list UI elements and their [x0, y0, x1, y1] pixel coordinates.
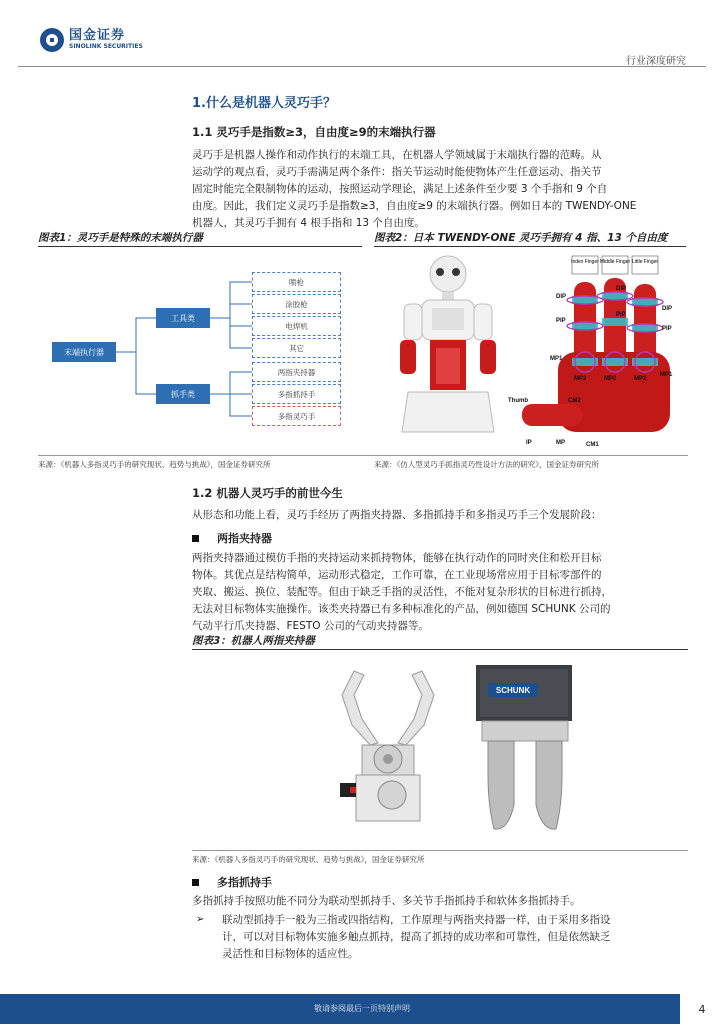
bullet-two-finger-gripper	[192, 530, 272, 546]
schunk-gripper-illustration	[476, 665, 572, 829]
label-thumb: Thumb	[508, 398, 528, 404]
label-mp1-right: MP1	[660, 372, 673, 378]
label-mp: MP	[556, 440, 565, 446]
subsection-1-2-intro: 从形态和功能上看，灵巧手经历了两指夹持器、多指抓持手和多指灵巧手三个发展阶段：	[192, 509, 602, 521]
tree-leaf-welder: 电焊机	[252, 316, 341, 336]
paragraph-line: 运动学的观点看，灵巧手需满足两个条件：指关节运动时能使物体产生任意运动、指关节	[192, 166, 602, 178]
figure-3-rule	[192, 649, 688, 650]
sub-bullet-arrow-icon: ➢	[196, 914, 205, 925]
logo-cn: 国金证券	[69, 28, 126, 43]
figure-3-source: 来源：《机器人多指灵巧手的研究现状、趋势与挑战》，国金证券研究所	[192, 855, 425, 864]
label-mp2-c: MP2	[634, 376, 647, 382]
label-mp2-b: MP2	[604, 376, 617, 382]
paragraph-line: 机器人，其灵巧手拥有 4 根手指和 13 个自由度。	[192, 217, 425, 229]
label-pip-mid: PIP	[616, 312, 626, 318]
paragraph-line: 气动平行爪夹持器、FESTO 公司的气动夹持器等。	[192, 620, 429, 632]
bullet-square-icon	[192, 535, 199, 542]
paragraph-line: 联动型抓持手一般为三指或四指结构，工作原理与两指夹持器一样，由于采用多指设	[222, 914, 611, 926]
label-dip-right: DIP	[662, 306, 673, 312]
figure-2-title: 图表2：日本 TWENDY-ONE 灵巧手拥有 4 指、13 个自由度	[374, 232, 668, 244]
tree-leaf-spray-gun: 喷枪	[252, 272, 341, 292]
figure-1-source: 来源：《机器人多指灵巧手的研究现状、趋势与挑战》，国金证券研究所	[38, 460, 271, 469]
paragraph-line: 夹取、搬运、换位、装配等。但由于缺乏手指的灵活性，不能对复杂形状的目标进行抓持，	[192, 586, 612, 598]
multi-finger-grasper-paragraph: 多指抓持手按照功能不同分为联动型抓持手、多关节手指抓持手和软体多指抓持手。	[192, 895, 581, 907]
three-finger-gripper-illustration	[340, 671, 434, 821]
label-dip-left: DIP	[556, 294, 567, 300]
tree-leaf-other: 其它	[252, 338, 341, 358]
footer-disclaimer: 敬请参阅最后一页特别声明	[314, 1004, 410, 1013]
paragraph-line: 固定时能完全限制物体的运动，按照运动学理论，满足上述条件至少要 3 个手指和 9 个自	[192, 183, 608, 195]
bullet-multi-finger-grasper	[192, 874, 272, 890]
twendy-one-robot-illustration	[400, 256, 496, 432]
paragraph-line: 无法对目标物体实施操作。该类夹持器已有多种标准化的产品，例如德国 SCHUNK 公司的	[192, 603, 611, 615]
label-index-finger: Index Finger	[571, 259, 599, 265]
figure-2-source: 来源：《仿人型灵巧手抓指灵巧性设计方法的研究》，国金证券研究所	[374, 460, 599, 469]
subsection-1-1-title: 1.1 灵巧手是指数≥3，自由度≥9的末端执行器	[192, 125, 436, 139]
paragraph-line: 物体。其优点是结构简单，运动形式稳定，工作可靠，在工业现场常应用于目标零部件的	[192, 569, 602, 581]
figure-1-title: 图表1：灵巧手是特殊的末端执行器	[38, 232, 203, 244]
label-mp1-left: MP1	[550, 356, 563, 362]
bullet-label: 多指抓持手	[217, 876, 272, 889]
bullet-label: 两指夹持器	[217, 532, 272, 545]
two-finger-gripper-paragraph	[192, 550, 688, 635]
paragraph-line: 灵活性和目标物体的适应性。	[222, 948, 359, 960]
section-title: 1.什么是机器人灵巧手？	[192, 96, 336, 111]
tree-leaf-dexterous-hand: 多指灵巧手	[252, 406, 341, 426]
subsection-1-2-title: 1.2 机器人灵巧手的前世今生	[192, 486, 343, 500]
bullet-square-icon	[192, 879, 199, 886]
label-pip-left: PIP	[556, 318, 566, 324]
page-footer	[0, 994, 724, 1024]
label-mp2-a: MP2	[574, 376, 587, 382]
report-type: 行业深度研究	[626, 56, 686, 67]
logo-en: SINOLINK SECURITIES	[69, 43, 143, 50]
figure-2-image	[390, 252, 690, 452]
tree-leaf-multi-finger-grasper: 多指抓持手	[252, 384, 341, 404]
paragraph-line: 计，可以对目标物体实施多触点抓持，提高了抓持的成功率和可靠性，但是依然缺乏	[222, 931, 611, 943]
linkage-grasper-paragraph	[222, 912, 688, 963]
page-number: 4	[680, 994, 724, 1024]
label-dip-mid: DIP	[616, 286, 627, 292]
tree-root-end-effector: 末端执行器	[52, 342, 116, 362]
label-ip: IP	[526, 440, 532, 446]
hand-diagram	[508, 256, 673, 448]
schunk-brand-label: SCHUNK	[495, 686, 531, 695]
tree-leaf-glue-gun: 涂胶枪	[252, 294, 341, 314]
label-little-finger: Little Finger	[631, 259, 659, 265]
tree-branch-tools: 工具类	[156, 308, 210, 328]
figure-3-bottom-rule	[192, 850, 688, 851]
paragraph-line: 两指夹持器通过模仿手指的夹持运动来抓持物体，能够在执行动作的同时夹住和松开目标	[192, 552, 602, 564]
figure-3-title: 图表3：机器人两指夹持器	[192, 635, 315, 647]
label-middle-finger: Middle Finger	[599, 259, 631, 265]
figures-bottom-rule	[38, 455, 688, 456]
paragraph-line: 灵巧手是机器人操作和动作执行的末端工具，在机器人学领域属于末端执行器的范畴。从	[192, 149, 602, 161]
paragraph-line: 由度。因此，我们定义灵巧手是指数≥3，自由度≥9 的末端执行器。例如日本的 TWENDY-ONE	[192, 200, 637, 212]
figure-3-image	[192, 655, 688, 845]
tree-branch-grippers: 抓手类	[156, 384, 210, 404]
label-pip-right: PIP	[662, 326, 672, 332]
tree-leaf-two-finger-gripper: 两指夹持器	[252, 362, 341, 382]
label-cm1: CM1	[586, 442, 599, 448]
label-cm2: CM2	[568, 398, 581, 404]
